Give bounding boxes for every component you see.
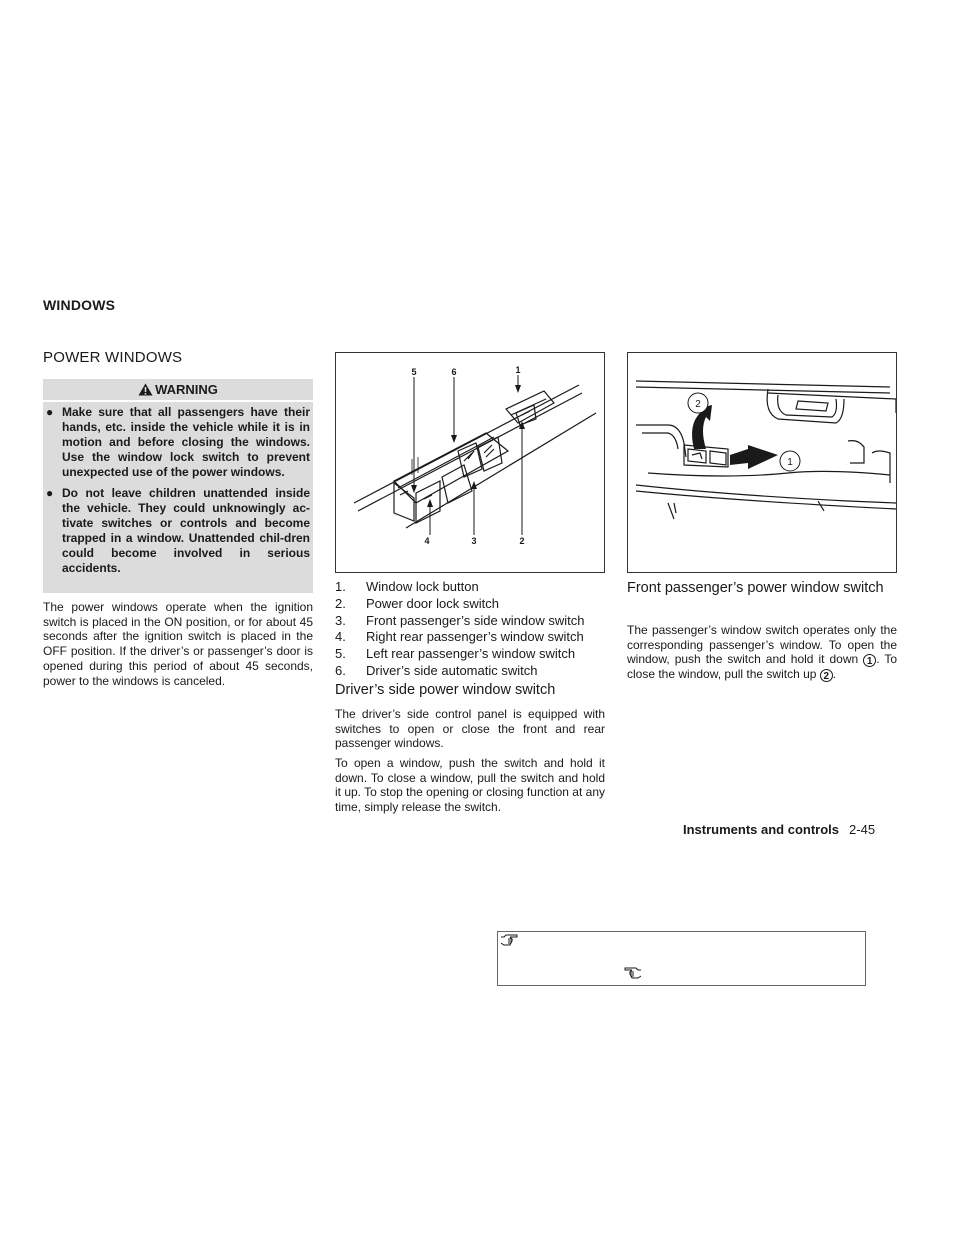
callout-label: 3 bbox=[471, 536, 477, 546]
pointing-hand-icon bbox=[624, 967, 642, 979]
passenger-switch-figure bbox=[627, 352, 897, 573]
legend-item: 6. Driver’s side automatic switch bbox=[335, 662, 538, 678]
warning-triangle-icon bbox=[138, 383, 153, 396]
section-title: WINDOWS bbox=[43, 297, 116, 313]
ref-number: 2 bbox=[820, 669, 833, 682]
passenger-caption: Front passenger’s power window switch bbox=[627, 580, 884, 596]
warning-item: ● Make sure that all passengers have their hands, etc. inside the vehicle while it is in motion and before closing the windows. Use the window lock switch to prevent unexpected use of the power windows. bbox=[46, 405, 310, 479]
warning-box bbox=[43, 379, 313, 593]
driver-paragraph: The driver’s side control panel is equipped with switches to open or close the front and rear passenger windows. bbox=[335, 707, 605, 751]
page-number: 2-45 bbox=[849, 822, 876, 837]
ref-number: 1 bbox=[863, 654, 876, 667]
pointing-hand-icon bbox=[500, 934, 518, 946]
warning-header bbox=[43, 379, 313, 402]
legend-item: 4. Right rear passenger’s window switch bbox=[335, 629, 584, 645]
callout-label: 6 bbox=[451, 367, 457, 377]
legend-item: 1. Window lock button bbox=[335, 579, 479, 594]
figure-legend bbox=[335, 579, 610, 680]
callout-label: 2 bbox=[519, 536, 525, 546]
driver-switch-illustration bbox=[336, 353, 604, 572]
note-box bbox=[497, 931, 866, 986]
legend-item: 2. Power door lock switch bbox=[335, 595, 499, 611]
driver-caption: Driver’s side power window switch bbox=[335, 682, 556, 698]
driver-switch-figure bbox=[335, 352, 605, 573]
footer-chapter: Instruments and controls bbox=[683, 822, 840, 837]
warning-list bbox=[43, 405, 313, 582]
intro-paragraph: The power windows operate when the ignition switch is placed in the ON position, or for about 45 seconds after the ignition switch is placed in the OFF position. If the driver’s or passenger’s door is opened during this period of about 45 seconds, power to the windows is canceled. bbox=[43, 600, 313, 688]
callout-label: 4 bbox=[424, 536, 430, 546]
callout-label: 2 bbox=[695, 399, 701, 410]
callout-label: 1 bbox=[515, 365, 521, 375]
legend-item: 5. Left rear passenger’s window switch bbox=[335, 646, 576, 662]
warning-item: ● Do not leave children unattended inside the vehicle. They could unknowingly ac-tivate switches or controls and become trapped in a window. Unattended chil-dren could become involved in serious accidents. bbox=[46, 486, 310, 575]
subsection-title: POWER WINDOWS bbox=[43, 349, 183, 366]
passenger-paragraph: The passenger’s window switch operates only the corresponding passenger’s window. To open the window, push the switch and hold it down 1 . To close the window, pull the switch up 2 . bbox=[627, 623, 898, 683]
driver-paragraph: To open a window, push the switch and hold it down. To close a window, pull the switch and hold it up. To stop the opening or closing function at any time, simply release the switch. bbox=[335, 756, 605, 815]
page-footer bbox=[683, 822, 875, 837]
callout-label: 5 bbox=[411, 367, 417, 377]
legend-item: 3. Front passenger’s side window switch bbox=[335, 612, 585, 628]
passenger-switch-illustration bbox=[628, 353, 896, 572]
warning-label: WARNING bbox=[155, 382, 218, 397]
callout-label: 1 bbox=[787, 457, 793, 468]
